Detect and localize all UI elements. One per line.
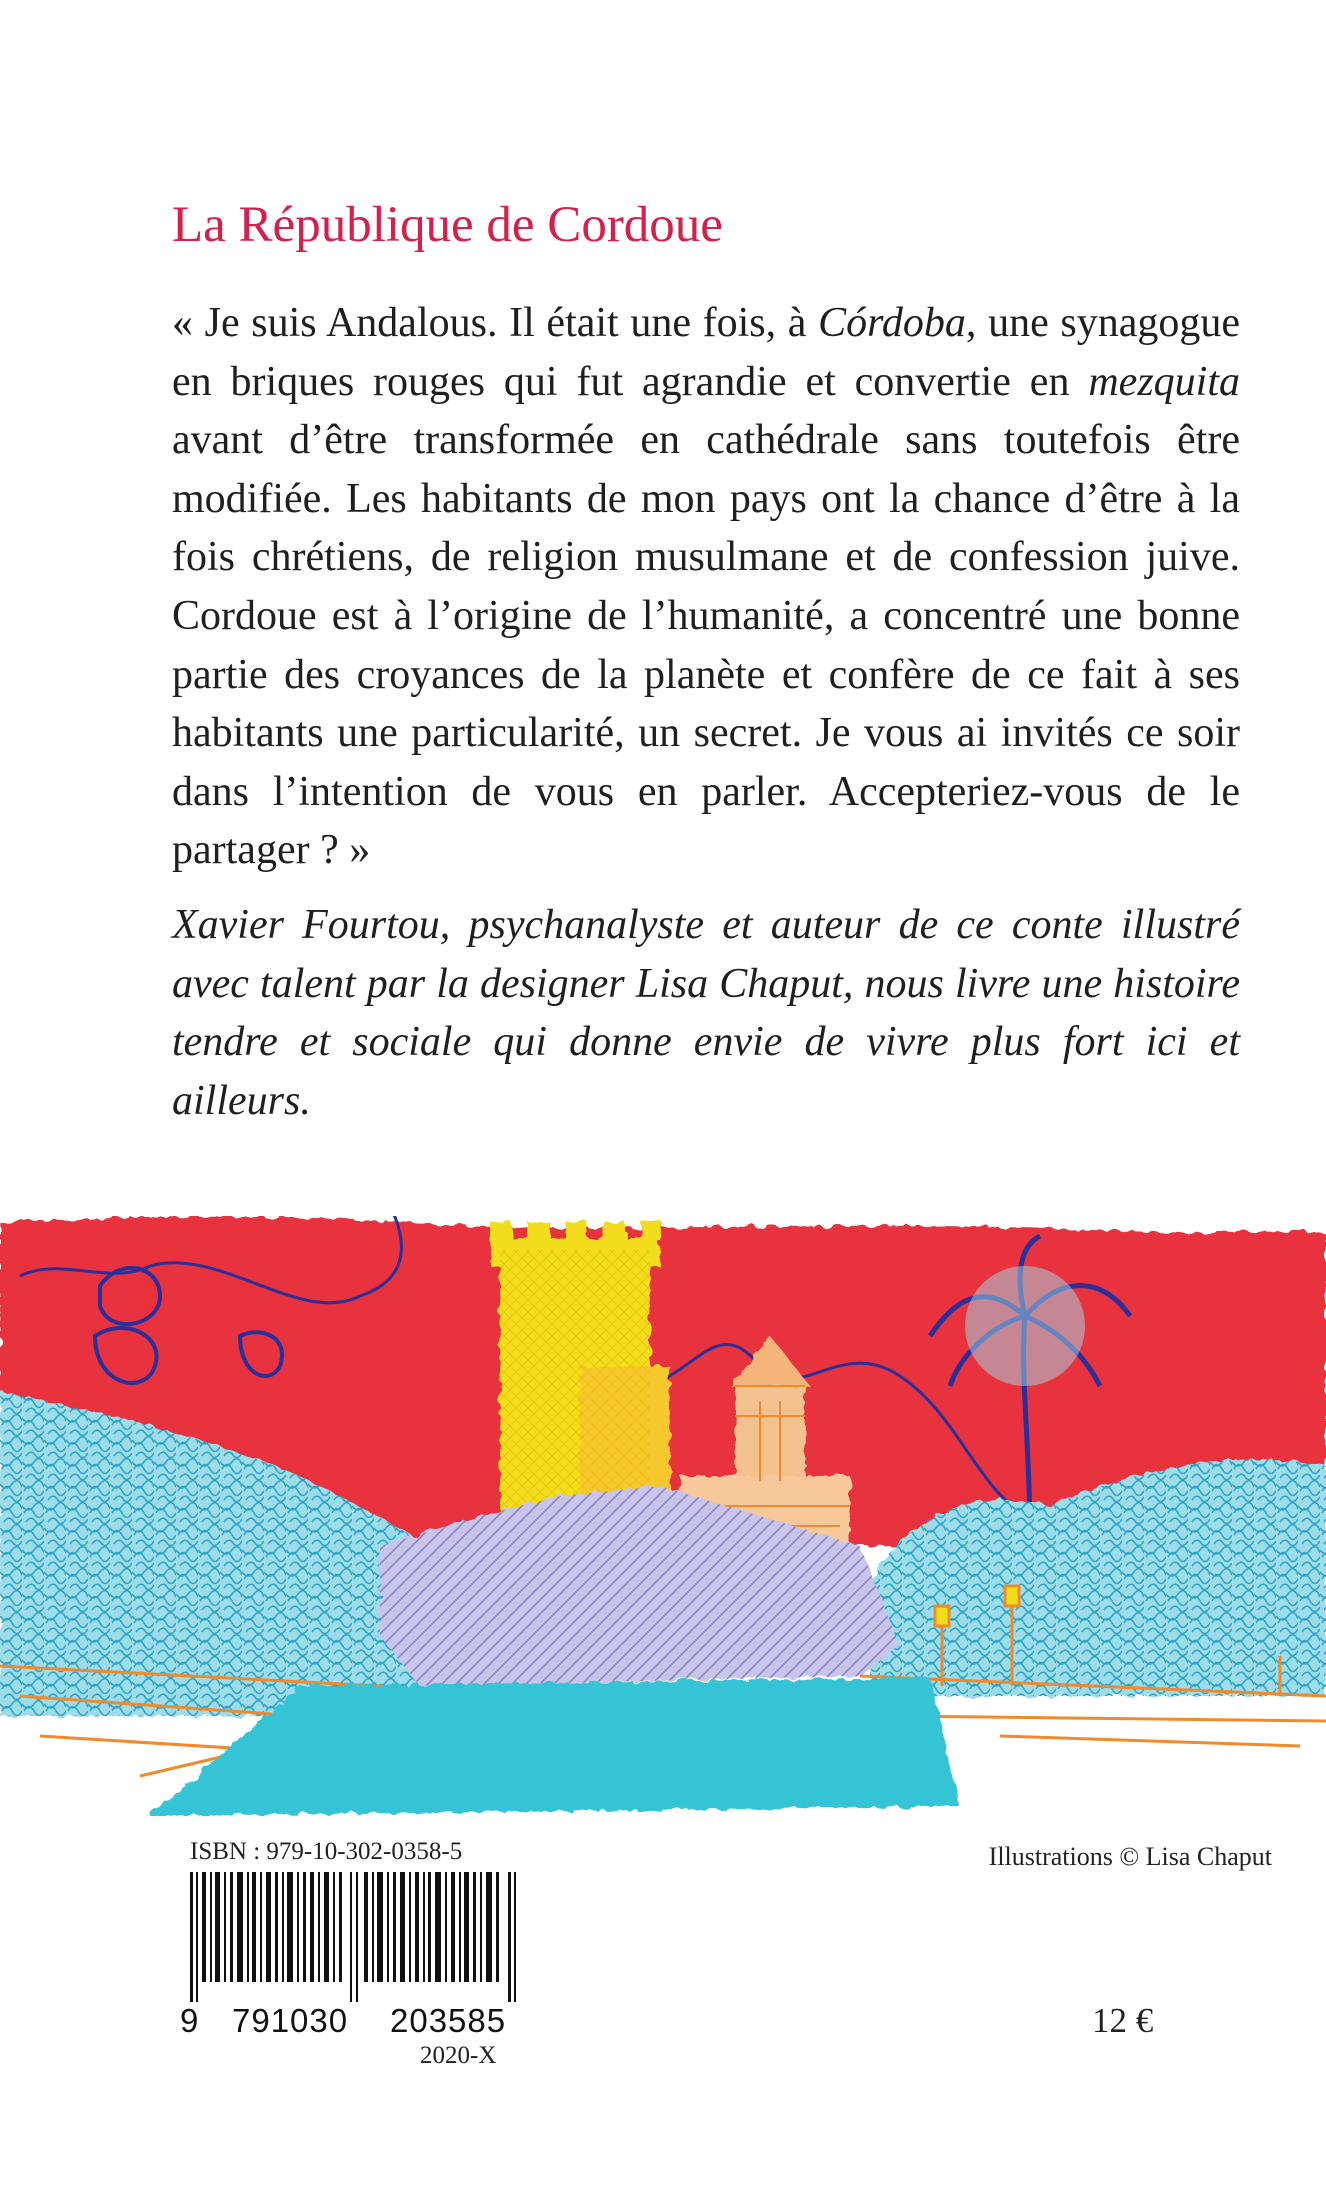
quote-paragraph xyxy=(172,294,1240,880)
price: 12 € xyxy=(1092,2001,1154,2040)
isbn-number: ISBN : 979-10-302-0358-5 xyxy=(190,1838,463,1865)
barcode-digit-group-1: 791030 xyxy=(232,2002,349,2039)
quote-emphasis-mezquita: mezquita xyxy=(1088,358,1240,405)
quote-text-part-1: « Je suis Andalous. Il était une fois, à xyxy=(172,300,819,346)
quote-text-part-3: avant d’être transformée en cathédrale sans toutefois être modifiée. Les habitants de mon pays ont la chance d’être à la fois chrétiens, de religion musulmane et de confession juive. Cordoue est à l’origine de l’humanité, a concentré une bonne partie des croyances de la planète et confère de ce fait à ses habitants une particularité, un secret. Je vous ai invités ce soir dans l’intention de vous en parler. Accepteriez-vous de le partager ? » xyxy=(172,417,1240,874)
addon-code: 2020-X xyxy=(420,2042,497,2069)
barcode-digits xyxy=(180,2002,520,2040)
barcode-lead-digit: 9 xyxy=(180,2002,200,2039)
barcode-digit-group-2: 203585 xyxy=(390,2002,507,2039)
illustration-credits: Illustrations © Lisa Chaput xyxy=(988,1842,1272,1871)
quote-emphasis-cordoba: Córdoba xyxy=(818,300,966,346)
barcode xyxy=(190,1872,520,2002)
quote-text-part-2: , une synagogue en briques rouges qui fut agrandie et convertie en xyxy=(172,300,1240,405)
book-title: La République de Cordoue xyxy=(172,197,723,253)
author-blurb: Xavier Fourtou, psychanalyste et auteur de ce conte illustré avec talent par la designer Lisa Chaput, nous livre une histoire tendre et sociale qui donne envie de vivre plus fort ici et ailleurs. xyxy=(172,902,1240,1124)
cordoba-illustration xyxy=(0,1216,1326,1816)
